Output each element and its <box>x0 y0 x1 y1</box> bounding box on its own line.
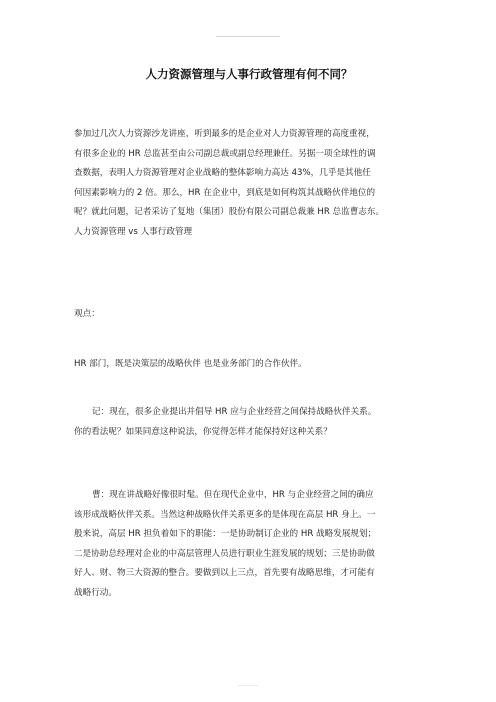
answer-line: 该形成战略伙伴关系。当然这种战略伙伴关系更多的是体现在高层 HR 身上。一 <box>74 509 376 520</box>
answer-line: 般来说，高层 HR 担负着如下的职能：一是协助制订企业的 HR 战略发展规划； <box>74 529 377 539</box>
answer-line: 曹：现在讲战略好像很时髦。但在现代企业中，HR 与企业经营之间的确应 <box>92 490 374 500</box>
intro-line: 有很多企业的 HR 总监甚至由公司副总裁或副总经理兼任。另据一项全球性的调 <box>74 148 376 159</box>
document-title: 人力资源管理与人事行政管理有何不同？ <box>145 67 353 81</box>
intro-line: 呢？就此问题，记者采访了复地（集团）股份有限公司副总裁兼 HR 总监曹志东。 <box>74 207 385 217</box>
answer-line: 二是协助总经理对企业的中高层管理人员进行职业生涯发展的规划；三是协助做 <box>74 548 375 559</box>
viewpoint-label: 观点： <box>74 309 100 319</box>
intro-line: 何因素影响力的 2 倍。那么，HR 在企业中，到底是如何构筑其战略伙伴地位的 <box>74 187 376 198</box>
interview-question <box>74 403 424 442</box>
viewpoint-text: HR 部门，既是决策层的战略伙伴 也是业务部门的合作伙伴。 <box>74 359 307 369</box>
interview-answer <box>74 486 424 603</box>
question-line: 记：现在，很多企业提出并倡导 HR 应与企业经营之间保持战略伙伴关系。 <box>92 407 377 417</box>
question-line: 你的看法呢？如果同意这种说法，你觉得怎样才能保持好这种关系？ <box>74 426 332 437</box>
answer-line: 好人、财、物三大资源的整合。要做到以上三点，首先要有战略思维，才可能有 <box>74 568 375 578</box>
section-subheading: 人力资源管理 vs 人事行政管理 <box>74 226 193 237</box>
intro-line: 查数据，表明人力资源管理对企业战略的整体影响力高达 43%，几乎是其他任 <box>74 168 371 178</box>
intro-line: 参加过几次人力资源沙龙讲座，听到最多的是企业对人力资源管理的高度重视， <box>74 129 375 139</box>
header-rule <box>216 36 280 37</box>
footer-mark <box>238 685 258 691</box>
answer-line: 战略行动。 <box>74 587 117 598</box>
intro-paragraph <box>74 125 424 242</box>
